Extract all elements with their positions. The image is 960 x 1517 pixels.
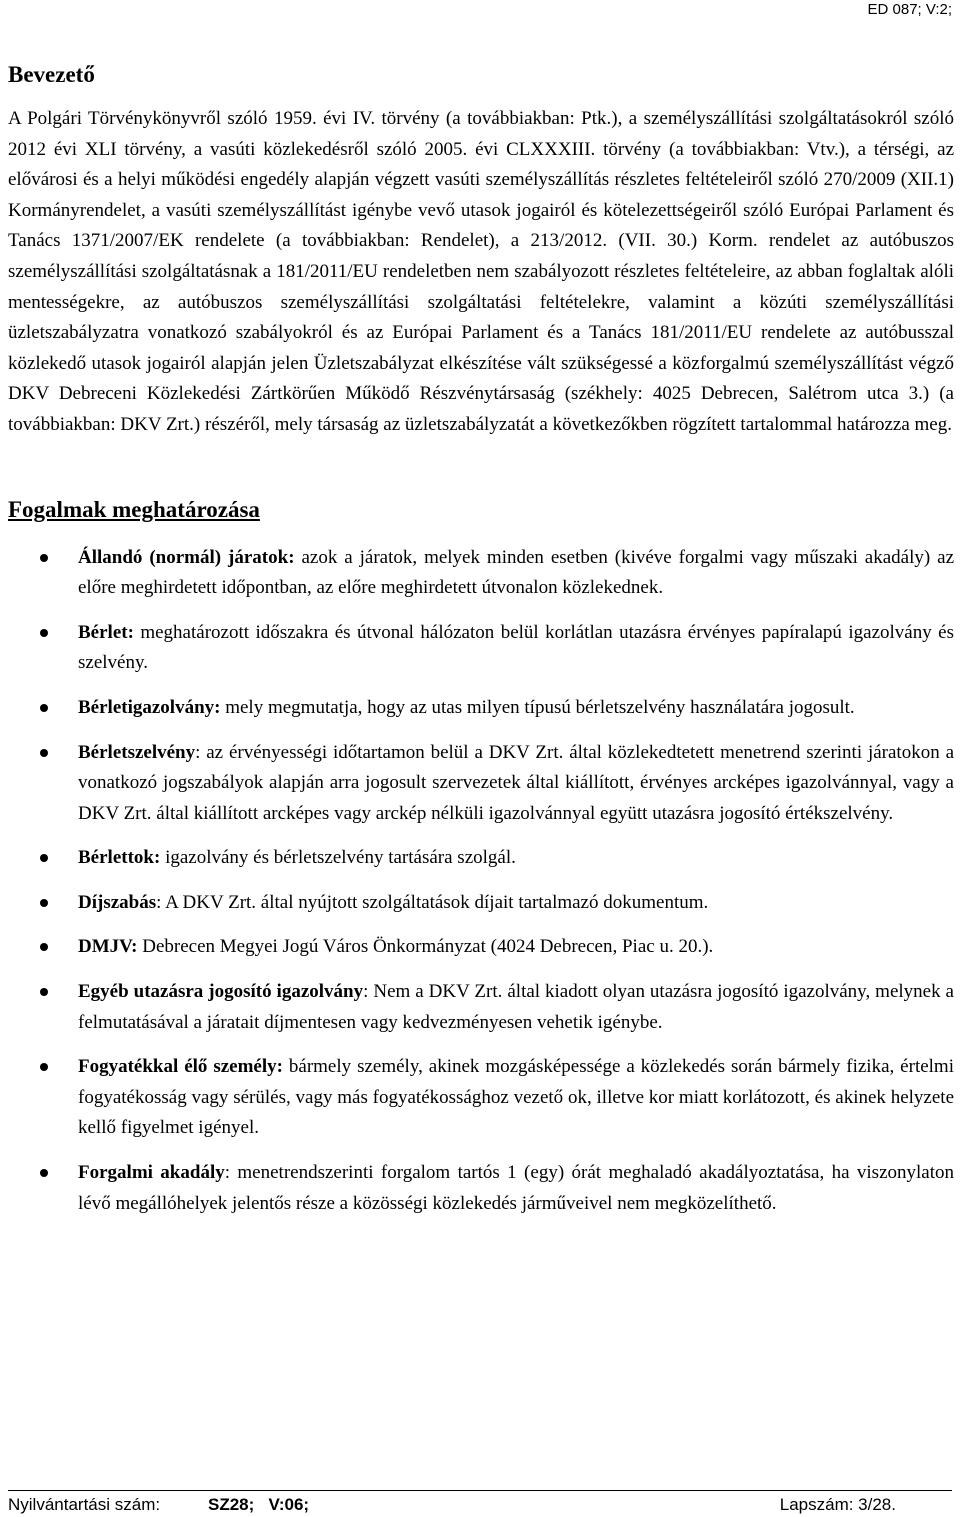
bullet-icon	[40, 988, 48, 996]
definition-term: Bérletigazolvány:	[78, 696, 221, 718]
page-footer	[8, 1490, 952, 1514]
definition-term: Bérletszelvény	[78, 741, 196, 763]
definitions-list	[8, 543, 954, 1220]
bullet-icon	[40, 554, 48, 562]
definition-term: Díjszabás	[78, 891, 157, 913]
list-item	[8, 738, 954, 830]
list-item	[8, 543, 954, 604]
document-code: ED 087; V:2;	[867, 1, 952, 18]
bullet-icon	[40, 854, 48, 862]
bullet-icon	[40, 943, 48, 951]
list-item	[8, 977, 954, 1038]
list-item	[8, 1158, 954, 1219]
definition-text: igazolvány és bérletszelvény tartására szolgál.	[160, 847, 516, 869]
registry-label: Nyilvántartási szám:	[8, 1495, 161, 1514]
definitions-heading: Fogalmak meghatározása	[8, 496, 260, 522]
bullet-icon	[40, 704, 48, 712]
bullet-icon	[40, 1063, 48, 1071]
definition-text: mely megmutatja, hogy az utas milyen típusú bérletszelvény használatára jogosult.	[220, 696, 855, 718]
definition-text: Debrecen Megyei Jogú Város Önkormányzat (4024 Debrecen, Piac u. 20.).	[137, 936, 714, 958]
definition-text: : Nem a DKV Zrt. által kiadott olyan utazásra jogosító igazolvány, melynek a felmutatásával a járatait díjmentesen vagy kedvezményesen vehetik igénybe.	[78, 981, 954, 1033]
definition-term: DMJV:	[78, 936, 138, 958]
definition-term: Bérlet:	[78, 621, 134, 643]
list-item	[8, 693, 954, 724]
definition-term: Bérlettok:	[78, 847, 161, 869]
definition-text: meghatározott időszakra és útvonal hálózaton belül korlátlan utazásra érvényes papíralapú igazolvány és szelvény.	[78, 621, 954, 674]
definition-term: Forgalmi akadály	[78, 1162, 225, 1184]
list-item	[8, 888, 954, 919]
bullet-icon	[40, 629, 48, 637]
definition-text: azok a járatok, melyek minden esetben (kivéve forgalmi vagy műszaki akadály) az előre meghirdetett időpontban, az előre meghirdetett útvonalon közlekednek.	[78, 546, 955, 599]
intro-paragraph: A Polgári Törvénykönyvről szóló 1959. évi IV. törvény (a továbbiakban: Ptk.), a személyszállítási szolgáltatásokról szóló 2012 évi XLI törvény, a vasúti közlekedésről szóló 2005. évi CLXXXIII. törvény (a továbbiakban: Vtv.), a térségi, az elővárosi és a helyi működési engedély alapján végzett vasúti személyszállítás részletes feltételeiről szóló 270/2009 (XII.1) Kormányrendelet, a vasúti személyszállítást igénybe vevő utasok jogairól és kötelezettségeiről szóló Európai Parlament és Tanács 1371/2007/EK rendelete (a továbbiakban: Rendelet), a 213/2012. (VII. 30.) Korm. rendelet az autóbuszos személyszállítási szolgáltatásnak a 181/2011/EU rendeletben nem szabályozott részletes feltételeire, az abban foglaltak alóli mentességekre, az autóbuszos személyszállítási szolgáltatási feltételekre, valamint a közúti személyszállítási üzletszabályzatra vonatkozó szabályokról és az Európai Parlament és a Tanács 181/2011/EU rendelete az autóbusszal közlekedő utasok jogairól alapján jelen Üzletszabályzat elkészítése vált szükségessé a közforgalmú személyszállítást végző DKV Debreceni Közlekedési Zártkörűen Működő Részvénytársaság (székhely: 4025 Debrecen, Salétrom utca 3.) (a továbbiakban: DKV Zrt.) részéről, mely társaság az üzletszabályzatát a következőkben rögzített tartalommal határozza meg.	[8, 108, 954, 435]
list-item	[8, 618, 954, 679]
definition-text: : menetrendszerinti forgalom tartós 1 (egy) órát meghaladó akadályoztatása, ha viszonylaton lévő megállóhelyek jelentős része a közösségi közlekedés járműveivel nem megközelíthető.	[78, 1162, 954, 1214]
definition-text: bármely személy, akinek mozgásképessége a közlekedés során bármely fizika, értelmi fogyatékosság vagy sérülés, vagy más fogyatékossághoz vezető ok, illetve kor miatt korlátozott, és akinek helyzete kellő figyelmet igényel.	[78, 1056, 954, 1139]
bullet-icon	[40, 1169, 48, 1177]
definition-term: Állandó (normál) járatok:	[78, 546, 295, 568]
definition-text: : az érvényességi időtartamon belül a DKV Zrt. által közlekedtetett menetrend szerinti járatokon a vonatkozó jogszabályok alapján arra jogosult szervezetek által kiállított, érvényes arcképes igazolvánnyal, vagy a DKV Zrt. által kiállított arcképes vagy arckép nélküli igazolvánnyal együtt utazásra jogosító értékszelvény.	[78, 741, 954, 824]
intro-heading: Bevezető	[8, 62, 95, 87]
bullet-icon	[40, 749, 48, 757]
page-number: Lapszám: 3/28.	[779, 1495, 896, 1514]
list-item	[8, 932, 954, 963]
list-item	[8, 843, 954, 874]
document-body	[8, 58, 954, 1233]
definition-term: Egyéb utazásra jogosító igazolvány	[78, 981, 364, 1003]
bullet-icon	[40, 899, 48, 907]
list-item	[8, 1052, 954, 1144]
registry-code: SZ28; V:06;	[208, 1495, 310, 1514]
definition-term: Fogyatékkal élő személy:	[78, 1056, 283, 1078]
definition-text: : A DKV Zrt. által nyújtott szolgáltatások díjait tartalmazó dokumentum.	[156, 891, 709, 913]
